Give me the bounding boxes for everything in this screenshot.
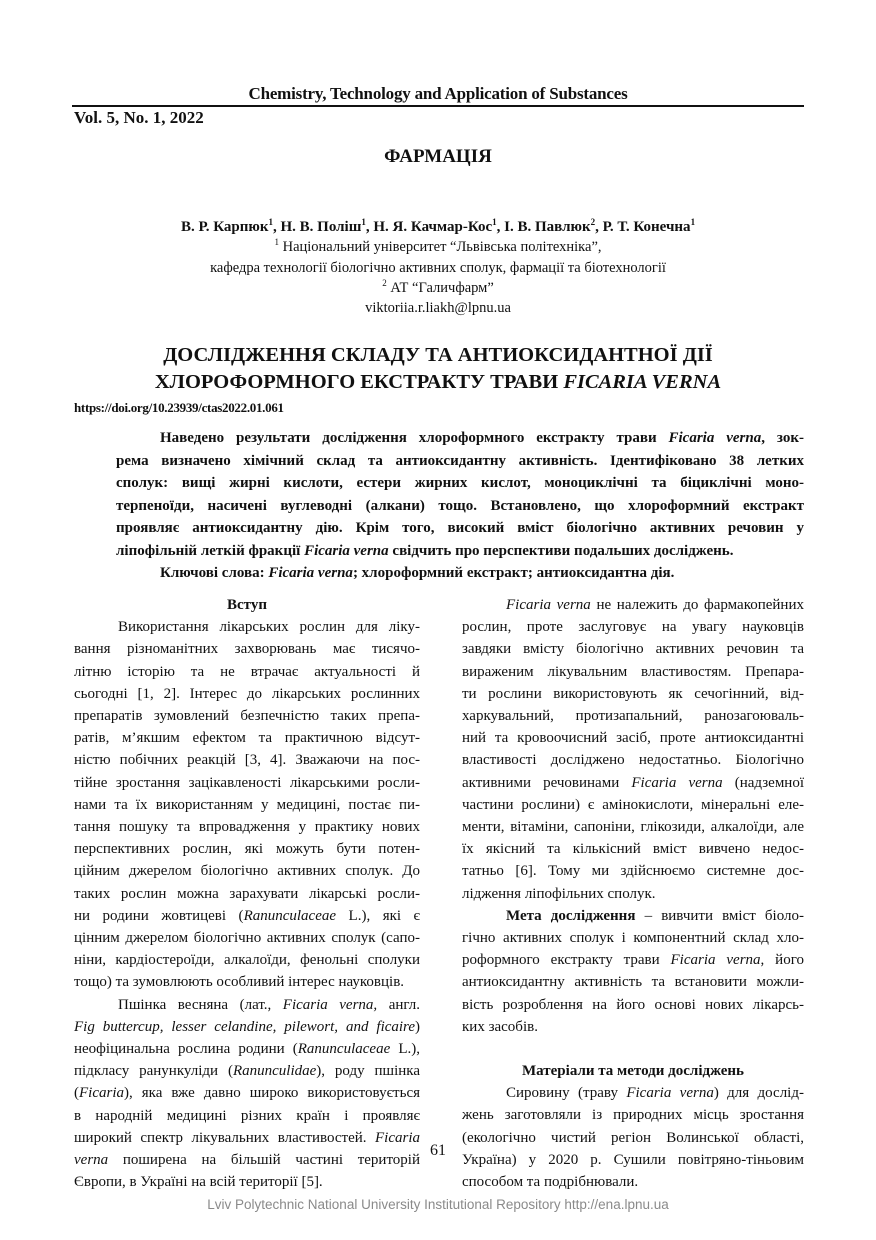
body-line xyxy=(462,594,804,616)
abstract-line xyxy=(116,540,804,563)
contact-email[interactable] xyxy=(0,300,876,317)
affiliation-text: Національний університет “Львівська політехніка”, xyxy=(278,239,602,255)
journal-title: Chemistry, Technology and Application of Substances xyxy=(248,84,628,103)
email-link[interactable]: viktoriia.r.liakh@lpnu.ua xyxy=(365,300,511,316)
body-line: тання пошуку та впровадження у практику нових xyxy=(74,819,420,836)
keyword-species: Ficaria verna xyxy=(268,565,353,581)
text: ) xyxy=(415,1018,420,1035)
species-name: verna xyxy=(74,1152,109,1169)
body-line: гічно активних сполук і компонентний склад хло- xyxy=(462,930,804,947)
body-line: (екологічно чистий регіон Волинської області, xyxy=(462,1129,804,1146)
repository-footer: Lviv Polytechnic National University Institutional Repository http://ena.lpnu.ua xyxy=(207,1197,669,1212)
body-line: ний та кровоочисний засіб, проте антиоксидантні xyxy=(462,730,804,747)
body-line: в народній медицині різних країн і проявляє xyxy=(74,1107,420,1124)
abstract-line: терпеноїди, насичені вуглеводні (алкани) тощо. Встановлено, що хлороформний екстракт xyxy=(116,497,804,514)
abstract-line xyxy=(116,427,804,450)
body-line: препаратів зумовлений безпечністю таких препа- xyxy=(74,708,420,725)
author: Р. Т. Конечна xyxy=(602,219,691,235)
text: L.), які є xyxy=(336,907,420,924)
title-text: ХЛОРОФОРМНОГО ЕКСТРАКТУ ТРАВИ xyxy=(154,371,564,393)
author: І. В. Павлюк xyxy=(504,219,591,235)
keywords-label: Ключові слова: xyxy=(160,565,269,581)
taxon-name: Ranunculaceae xyxy=(297,1041,391,1058)
body-line: ти рослини використовують як сечогінний, від- xyxy=(462,685,804,702)
body-line: властивості досліджено недостатньо. Біологічно xyxy=(462,752,804,769)
left-column xyxy=(74,594,420,1193)
text: , зок- xyxy=(761,430,804,446)
taxon-name: Ranunculidae xyxy=(232,1063,317,1080)
body-line: лідження ліпофільних сполук. xyxy=(462,885,656,902)
body-line: ніни, кардіостероїди, алкалоїди, фенольні сполуки xyxy=(74,952,420,969)
body-line xyxy=(74,1082,420,1104)
body-line: тійне зростання зацікавленості лікарськими росли- xyxy=(74,774,420,791)
author-separator: , xyxy=(365,219,374,235)
body-line: менти, вітаміни, сапоніни, глікозиди, алкалоїди, але xyxy=(462,819,804,836)
species-name: Ficaria verna xyxy=(304,542,389,559)
aim-label: Мета дослідження xyxy=(506,907,636,924)
text: ліпофільній леткій фракції xyxy=(116,542,305,559)
author: В. Р. Карпюк xyxy=(180,219,269,235)
text: ( xyxy=(74,1085,79,1102)
affiliation-1 xyxy=(0,239,876,256)
body-line: Використання лікарських рослин для ліку- xyxy=(118,619,420,636)
text: ), яка вже давно широко використовується xyxy=(124,1085,420,1102)
body-line: їх якісний та кількісний вміст вивчено недос- xyxy=(462,841,804,858)
text: ни родини жовтицеві ( xyxy=(74,907,244,924)
species-name: Ficaria verna xyxy=(626,1085,714,1102)
species-name: Ficaria verna xyxy=(631,774,723,791)
body-line xyxy=(462,1082,804,1104)
text: , його xyxy=(760,952,804,969)
body-line: ційним джерелом біологічно активних сполук. До xyxy=(74,863,420,880)
abstract-line: рема визначено хімічний склад та антиоксидантну активність. Ідентифіковано 38 летких xyxy=(116,452,804,469)
author-affiliation-mark: 1 xyxy=(268,217,273,227)
body-line xyxy=(74,905,420,927)
text: активними речовинами xyxy=(462,774,632,791)
body-line: сьогодні [1, 2]. Інтерес до лікарських рослинних xyxy=(74,685,420,702)
body-line: вання різноманітних захворювань має тисячо- xyxy=(74,641,420,658)
affiliation-2 xyxy=(0,280,876,297)
abstract xyxy=(116,427,804,585)
body-line: частини рослини) є амінокислоти, мінеральні еле- xyxy=(462,796,804,813)
author-separator: , xyxy=(496,219,505,235)
author-affiliation-mark: 1 xyxy=(361,217,366,227)
body-line: татньо [6]. Тому ми здійснюємо системне дос- xyxy=(462,863,804,880)
text: широкий спектр лікувальних властивостей. xyxy=(74,1129,375,1146)
body-line: Україна) у 2020 р. Сушили повітряно-тіньовим xyxy=(462,1151,804,1168)
body-line: ністю побічних реакцій [3, 4]. Зважаючи на пос- xyxy=(74,752,420,769)
body-line: перспективних рослин, які можуть бути потен- xyxy=(74,841,420,858)
author-affiliation-mark: 2 xyxy=(590,217,596,227)
author: Н. Я. Качмар-Кос xyxy=(373,219,493,235)
body-line: ких засобів. xyxy=(462,1018,538,1035)
body-line: нами та їх використанням у медицині, постає пи- xyxy=(74,796,420,813)
text: Наведено результати дослідження хлороформного екстракту трави xyxy=(160,430,669,446)
text: свідчить про перспективи подальших досліджень. xyxy=(388,542,734,559)
body-line: жень заготовляли із природних місць зростання xyxy=(462,1107,804,1124)
body-line: завдяки вмісту біологічно активних речовин та xyxy=(462,641,804,658)
author-separator: , xyxy=(273,219,281,235)
body-line: таких рослин можна зарахувати лікарські росли- xyxy=(74,885,420,902)
species-name: Ficaria verna xyxy=(670,952,761,969)
text: (надземної xyxy=(722,774,804,791)
section-heading-methods: Матеріали та методи досліджень xyxy=(522,1063,744,1080)
body-line xyxy=(74,1038,420,1060)
body-line: вість розроблення на його основі нових лікарсь- xyxy=(462,996,804,1013)
text: англ. xyxy=(377,996,420,1013)
section-heading-introduction: Вступ xyxy=(227,597,267,613)
body-line: ратів, м’якшим ефектом та практичною відсут- xyxy=(74,730,420,747)
title-line-1: ДОСЛІДЖЕННЯ СКЛАДУ ТА АНТИОКСИДАНТНОЇ ДІЇ xyxy=(163,344,713,366)
text: – вивчити вміст біоло- xyxy=(635,907,804,924)
page-number: 61 xyxy=(430,1142,446,1159)
author-affiliation-mark: 1 xyxy=(492,217,497,227)
header-rule xyxy=(72,105,804,107)
volume-issue: Vol. 5, No. 1, 2022 xyxy=(74,108,204,127)
taxon-name: Ficaria xyxy=(79,1085,124,1102)
article-title xyxy=(0,342,876,396)
section-title: ФАРМАЦІЯ xyxy=(384,146,492,167)
aim-line xyxy=(462,905,804,927)
text: поширена на більшій частині територій xyxy=(108,1152,420,1169)
doi-link[interactable]: https://doi.org/10.23939/ctas2022.01.061 xyxy=(74,400,284,415)
text: неофіцинальна рослина родини ( xyxy=(74,1041,298,1058)
text: ) для дослід- xyxy=(713,1085,804,1102)
text: роформного екстракту трави xyxy=(462,952,671,969)
abstract-line: проявляє антиоксидантну дію. Крім того, високий вміст біологічно активних речовин у xyxy=(116,520,804,536)
author-list xyxy=(0,219,876,236)
body-line xyxy=(74,994,420,1016)
body-line: цінним джерелом біологічно активних сполук (сапо- xyxy=(74,930,420,947)
body-line: рослин, проте заслуговує на увагу науковців xyxy=(462,619,804,636)
body-line: вираженим лікувальним властивостям. Препара- xyxy=(462,663,804,680)
body-line xyxy=(462,949,804,971)
species-name: Ficaria verna xyxy=(506,597,591,613)
text: не належить до фармакопейних xyxy=(590,597,804,613)
affiliation-1-department: кафедра технології біологічно активних сполук, фармації та біотехнології xyxy=(210,260,666,276)
body-line: Європи, в Україні на всій території [5]. xyxy=(74,1174,323,1191)
body-line: тощо) та зумовлюють особливий інтерес науковців. xyxy=(74,974,405,991)
title-species: FICARIA VERNA xyxy=(563,371,722,393)
affiliation-text: АТ “Галичфарм” xyxy=(386,280,494,296)
body-line: літню історію та не втрачає актуальності й xyxy=(74,663,420,680)
body-line: способом та подрібнювали. xyxy=(462,1174,639,1191)
body-line xyxy=(462,772,804,794)
species-name: Ficaria verna, xyxy=(282,996,378,1013)
right-column xyxy=(462,594,804,1193)
text: ), роду пшінка xyxy=(316,1063,421,1080)
keywords xyxy=(116,562,804,585)
affiliation-mark: 2 xyxy=(382,278,387,289)
author-affiliation-mark: 1 xyxy=(690,217,696,227)
author: Н. В. Поліш xyxy=(280,219,362,235)
body-line: харкувальний, протизапальний, ранозагоюваль- xyxy=(462,708,804,725)
affiliation-mark: 1 xyxy=(274,237,279,248)
body-line xyxy=(74,1060,420,1082)
text: L.), xyxy=(390,1041,420,1058)
title-line-2 xyxy=(0,369,876,396)
body-line xyxy=(74,1016,420,1038)
species-name: Ficaria verna xyxy=(668,430,762,446)
text: Сировину (траву xyxy=(506,1085,627,1102)
species-name: Ficaria xyxy=(375,1129,420,1146)
text: Пшінка весняна (лат., xyxy=(118,996,283,1013)
author-separator: , xyxy=(595,219,603,235)
body-line: антиоксидантну активність та встановити можли- xyxy=(462,974,804,991)
keywords-text: ; хлороформний екстракт; антиоксидантна дія. xyxy=(352,565,675,581)
common-names: Fig buttercup, lesser celandine, pilewort, and ficaire xyxy=(74,1018,415,1035)
abstract-line: сполук: вищі жирні кислоти, естери жирних кислот, моноциклічні та біциклічні моно- xyxy=(116,475,804,491)
text: підкласу ранункуліди ( xyxy=(74,1063,233,1080)
taxon-name: Ranunculaceae xyxy=(243,907,337,924)
